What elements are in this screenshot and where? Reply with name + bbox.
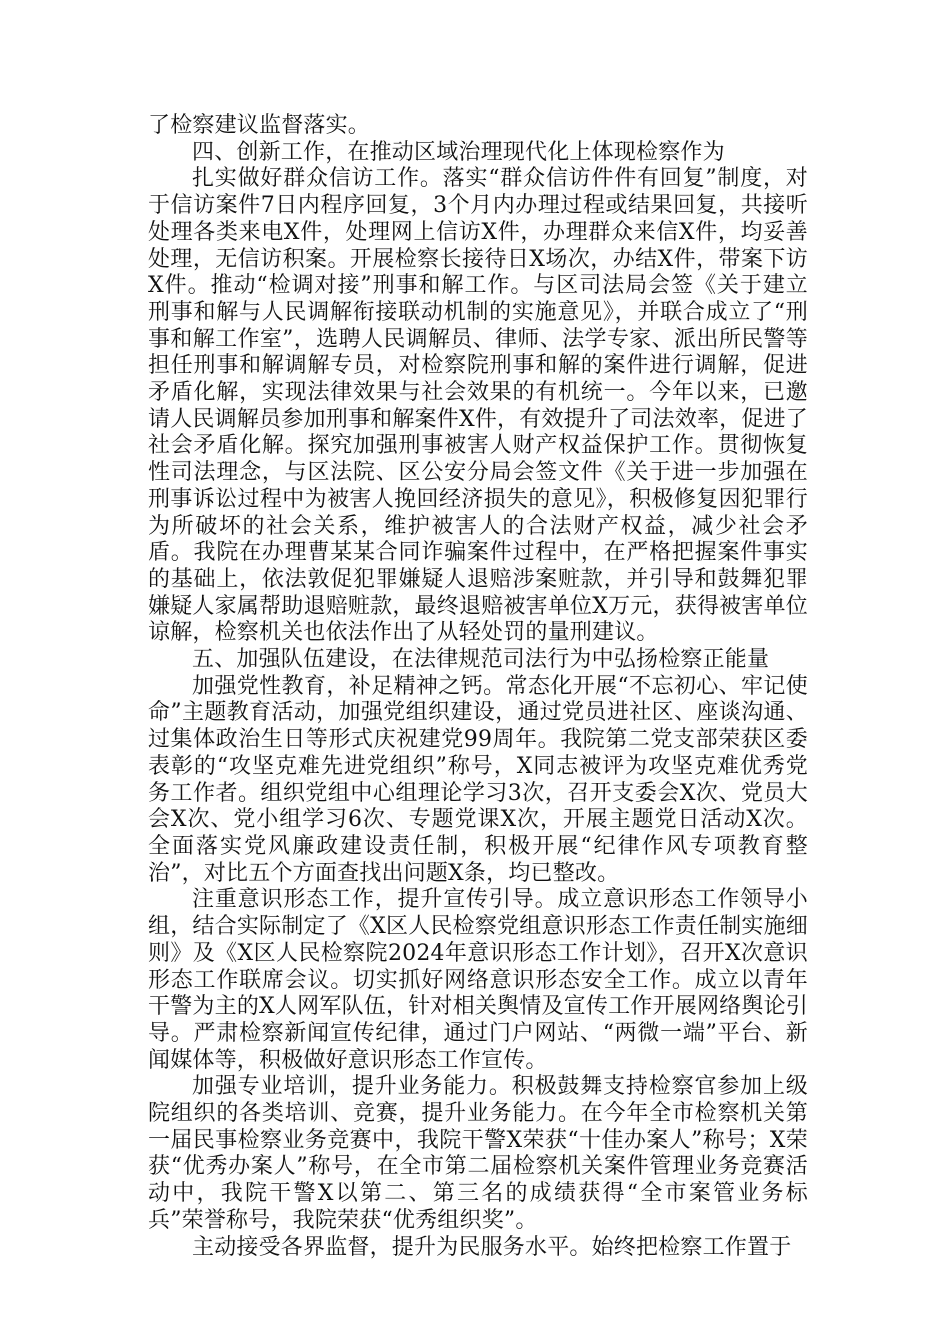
paragraph-continuation: 了检察建议监督落实。: [148, 113, 371, 138]
section-heading-5: 五、加强队伍建设，在法律规范司法行为中弘扬检察正能量: [192, 647, 770, 673]
paragraph-professional-training: 加强专业培训，提升业务能力。积极鼓舞支持检察官参加上级院组织的各类培训、竞赛，提升业务能力。在今年全市检察机关第一届民事检察业务竞赛中，我院干警X荣获“十佳办案人”称号；X荣获“优秀办案人”称号，在全市第二届检察机关案件管理业务竞赛活动中，我院干警X以第二、第三名的成绩获得“全市案管业务标兵”荣誉称号，我院荣获“优秀组织奖”。: [148, 1074, 808, 1233]
paragraph-supervision: 主动接受各界监督，提升为民服务水平。始终把检察工作置于: [192, 1234, 792, 1260]
paragraph-party-education: 加强党性教育，补足精神之钙。常态化开展“不忘初心、牢记使命”主题教育活动，加强党组织建设，通过党员进社区、座谈沟通、过集体政治生日等形式庆祝建党99周年。我院第二党支部荣获区委表彰的“攻坚克难先进党组织”称号，X同志被评为攻坚克难优秀党务工作者。组织党组中心组理论学习3次，召开支委会X次、党员大会X次、党小组学习6次、专题党课X次，开展主题党日活动X次。全面落实党风廉政建设责任制，积极开展“纪律作风专项教育整治”，对比五个方面查找出问题X条，均已整改。: [148, 673, 808, 886]
document-body: [148, 113, 808, 1261]
section-heading-4: 四、创新工作，在推动区域治理现代化上体现检察作为: [192, 139, 725, 165]
paragraph-ideology-work: 注重意识形态工作，提升宣传引导。成立意识形态工作领导小组，结合实际制定了《X区人民检察党组意识形态工作责任制实施细则》及《X区人民检察院2024年意识形态工作计划》，召开X次意识形态工作联席会议。切实抓好网络意识形态安全工作。成立以青年干警为主的X人网军队伍，针对相关舆情及宣传工作开展网络舆论引导。严肃检察新闻宣传纪律，通过门户网站、“两微一端”平台、新闻媒体等，积极做好意识形态工作宣传。: [148, 887, 808, 1073]
paragraph-petition-work: 扎实做好群众信访工作。落实“群众信访件件有回复”制度，对于信访案件7日内程序回复，3个月内办理过程或结果回复，共接听处理各类来电X件，处理网上信访X件，办理群众来信X件，均妥善处理，无信访积案。开展检察长接待日X场次，办结X件，带案下访X件。推动“检调对接”刑事和解工作。与区司法局会签《关于建立刑事和解与人民调解衔接联动机制的实施意见》，并联合成立了“刑事和解工作室”，选聘人民调解员、律师、法学专家、派出所民警等担任刑事和解调解专员，对检察院刑事和解的案件进行调解，促进矛盾化解，实现法律效果与社会效果的有机统一。今年以来，已邀请人民调解员参加刑事和解案件X件，有效提升了司法效率，促进了社会矛盾化解。探究加强刑事被害人财产权益保护工作。贯彻恢复性司法理念，与区法院、区公安分局会签文件《关于进一步加强在刑事诉讼过程中为被害人挽回经济损失的意见》，积极修复因犯罪行为所破坏的社会关系，维护被害人的合法财产权益，减少社会矛盾。我院在办理曹某某合同诈骗案件过程中，在严格把握案件事实的基础上，依法敦促犯罪嫌疑人退赔涉案赃款，并引导和鼓舞犯罪嫌疑人家属帮助退赔赃款，最终退赔被害单位X万元，获得被害单位谅解，检察机关也依法作出了从轻处罚的量刑建议。: [148, 166, 808, 646]
